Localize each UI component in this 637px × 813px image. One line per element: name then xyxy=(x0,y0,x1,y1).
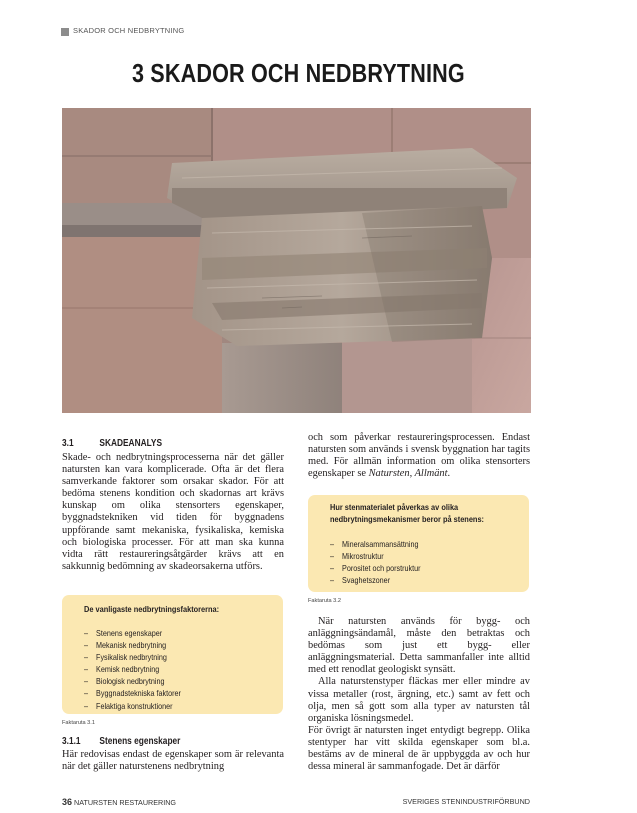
section-title: SKADEANALYS xyxy=(99,438,163,449)
body-paragraph: Alla naturstenstyper fläckas mer eller mindre av vissa metaller (rost, ärgning, etc.) samt av fett och olja, men så gott som alla typer av natursten tål organiska lösningsmedel. xyxy=(308,676,530,724)
right-column-top xyxy=(308,432,530,480)
stone-capital-photo xyxy=(62,108,531,413)
body-paragraph: När natursten används för bygg- och anläggningsändamål, måste den betraktas och bedömas som just ett bygg- eller anläggningsmaterial. Detta sammanfaller inte alltid med ett renodlat geologiskt synsätt. xyxy=(308,616,530,676)
faktaruta-caption: Faktaruta 3.2 xyxy=(308,598,341,604)
faktaruta-3-1 xyxy=(62,595,283,714)
section-3-1-1-body xyxy=(62,749,284,773)
list-item: – Kemisk nedbrytning xyxy=(84,664,160,675)
right-column-bottom xyxy=(308,616,530,773)
faktaruta-title: De vanligaste nedbrytningsfaktorerna: xyxy=(84,604,220,614)
list-item: – Mineralsammansättning xyxy=(330,539,419,549)
faktaruta-title-line2: nedbrytningsmekanismer beror på stenens: xyxy=(330,514,485,524)
stone-capital-illustration xyxy=(62,108,531,413)
faktaruta-caption: Faktaruta 3.1 xyxy=(62,720,95,726)
chapter-title: 3 SKADOR OCH NEDBRYTNING xyxy=(131,58,465,88)
body-paragraph: Skade- och nedbrytningsprocesserna när det gäller natursten kan vara komplicerade. Ofta är det flera samverkande faktorer som orsakar skador. För att bedöma stenens kondition och skadornas art krävs kunskap om olika stensorters egenskaper, byggnadstekniken vid tiden för byggnadens uppförande samt mekaniska, fysikaliska, kemiska och biologiska processer. För att man ska kunna vidta rätt restaureringsåtgärder krävs att en sakkunnig bedömning av skadeorsakerna utförs. xyxy=(62,452,284,572)
section-title: Stenens egenskaper xyxy=(99,736,181,747)
section-3-1-heading xyxy=(62,438,162,449)
section-number: 3.1.1 xyxy=(62,736,81,747)
list-item: – Stenens egenskaper xyxy=(84,628,163,638)
body-paragraph: och som påverkar restaureringsprocessen. Endast natursten som används i svensk byggnation har tagits med. För allmän information om olika stensorters egenskaper se Natursten, Allmänt. xyxy=(308,432,530,480)
faktaruta-list xyxy=(84,627,197,712)
body-paragraph: För övrigt är natursten inget entydigt begrepp. Olika stentyper har vitt skilda egenskaper som bl.a. bestäms av de mineral de är uppbyggda av och hur dessa mineral är sammanfogade. Det är därför xyxy=(308,724,530,773)
section-3-1-1-heading xyxy=(62,736,180,747)
page-number: 36 xyxy=(62,797,73,807)
faktaruta-list xyxy=(330,538,435,586)
italic-reference: Natursten, Allmänt xyxy=(368,468,448,480)
section-3-1-body xyxy=(62,452,284,573)
list-item: – Mekanisk nedbrytning xyxy=(84,640,167,651)
faktaruta-title-line1: Hur stenmaterialet påverkas av olika xyxy=(330,502,459,512)
faktaruta-3-2 xyxy=(308,495,529,592)
list-item: – Svaghetszoner xyxy=(330,575,391,586)
list-item: – Byggnadstekniska faktorer xyxy=(84,688,181,699)
footer-left xyxy=(62,797,176,807)
running-header: SKADOR OCH NEDBRYTNING xyxy=(73,26,185,35)
section-number: 3.1 xyxy=(62,438,74,449)
list-item: – Mikrostruktur xyxy=(330,551,384,562)
list-item: – Porositet och porstruktur xyxy=(330,563,421,574)
list-item: – Felaktiga konstruktioner xyxy=(84,700,173,711)
list-item: – Fysikalisk nedbrytning xyxy=(84,652,167,663)
header-marker xyxy=(61,28,69,36)
footer-publication: NATURSTEN RESTAURERING xyxy=(74,798,176,807)
list-item: – Biologisk nedbrytning xyxy=(84,676,165,687)
footer-right: SVERIGES STENINDUSTRIFÖRBUND xyxy=(402,797,530,806)
body-paragraph: Här redovisas endast de egenskaper som är relevanta när det gäller naturstenens nedbrytning xyxy=(62,749,284,773)
